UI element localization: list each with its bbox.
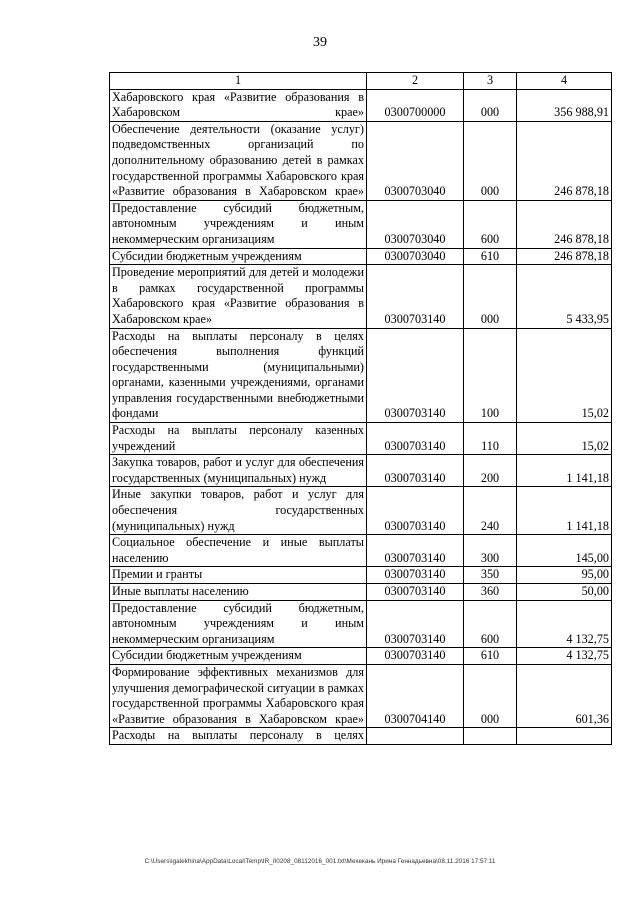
row-name: Закупка товаров, работ и услуг для обеспечения государственных (муниципальных) нужд: [110, 455, 367, 487]
table-row: [110, 648, 612, 665]
table-row: [110, 664, 612, 727]
row-amount: 246 878,18: [517, 121, 612, 200]
row-amount: 1 141,18: [517, 455, 612, 487]
header-col-3: 3: [464, 73, 517, 90]
table-row: [110, 328, 612, 423]
row-type: 300: [464, 535, 517, 567]
row-type: 110: [464, 423, 517, 455]
table-row: [110, 600, 612, 648]
file-path-footer: C:\Users\igalekhina\AppData\Local\Temp\IR_00208_08112016_001.txt\Мехекань Ирина Геннадьевна\08.11.2016 17:57:11: [144, 858, 496, 865]
row-amount: 15,02: [517, 423, 612, 455]
budget-table: [109, 72, 612, 745]
row-name: Иные выплаты населению: [110, 584, 367, 601]
row-code: 0300703140: [367, 487, 464, 535]
row-code: 0300703140: [367, 265, 464, 328]
row-type: [464, 728, 517, 745]
row-type: 610: [464, 248, 517, 265]
row-name: Расходы на выплаты персоналу казенных учреждений: [110, 423, 367, 455]
row-type: 100: [464, 328, 517, 423]
table-row: [110, 487, 612, 535]
table-row: [110, 423, 612, 455]
row-type: 240: [464, 487, 517, 535]
table-row: [110, 248, 612, 265]
row-code: 0300703140: [367, 423, 464, 455]
row-name: Субсидии бюджетным учреждениям: [110, 248, 367, 265]
row-amount: 356 988,91: [517, 89, 612, 121]
row-code: 0300703140: [367, 567, 464, 584]
table-row: [110, 455, 612, 487]
table-row: [110, 584, 612, 601]
row-amount: 246 878,18: [517, 248, 612, 265]
row-code: 0300703040: [367, 200, 464, 248]
row-amount: 1 141,18: [517, 487, 612, 535]
row-type: 000: [464, 664, 517, 727]
row-code: 0300704140: [367, 664, 464, 727]
row-type: 600: [464, 200, 517, 248]
row-amount: 50,00: [517, 584, 612, 601]
row-name: Хабаровского края «Развитие образования в Хабаровском крае»: [110, 89, 367, 121]
row-type: 360: [464, 584, 517, 601]
row-type: 350: [464, 567, 517, 584]
row-amount: 5 433,95: [517, 265, 612, 328]
table-row: [110, 567, 612, 584]
row-name: Субсидии бюджетным учреждениям: [110, 648, 367, 665]
row-code: [367, 728, 464, 745]
row-name: Расходы на выплаты персоналу в целях: [110, 728, 367, 745]
row-code: 0300700000: [367, 89, 464, 121]
table-row: [110, 728, 612, 745]
header-col-2: 2: [367, 73, 464, 90]
row-amount: 601,36: [517, 664, 612, 727]
row-amount: 95,00: [517, 567, 612, 584]
row-name: Социальное обеспечение и иные выплаты населению: [110, 535, 367, 567]
row-amount: 4 132,75: [517, 648, 612, 665]
row-amount: 145,00: [517, 535, 612, 567]
table-row: [110, 200, 612, 248]
row-name: Предоставление субсидий бюджетным, автономным учреждениям и иным некоммерческим организациям: [110, 200, 367, 248]
row-name: Расходы на выплаты персоналу в целях обеспечения выполнения функций государственными (муниципальными) органами, казенными учреждениями, органами управления государственными внебюджетными фондами: [110, 328, 367, 423]
table-row: [110, 535, 612, 567]
row-code: 0300703140: [367, 455, 464, 487]
row-amount: 4 132,75: [517, 600, 612, 648]
table-row: [110, 89, 612, 121]
row-code: 0300703140: [367, 648, 464, 665]
row-name: Премии и гранты: [110, 567, 367, 584]
row-type: 000: [464, 265, 517, 328]
header-row: [110, 73, 612, 90]
row-code: 0300703040: [367, 248, 464, 265]
row-type: 200: [464, 455, 517, 487]
header-col-4: 4: [517, 73, 612, 90]
row-name: Иные закупки товаров, работ и услуг для обеспечения государственных (муниципальных) нужд: [110, 487, 367, 535]
row-code: 0300703140: [367, 600, 464, 648]
row-code: 0300703040: [367, 121, 464, 200]
row-code: 0300703140: [367, 535, 464, 567]
row-type: 600: [464, 600, 517, 648]
row-name: Формирование эффективных механизмов для улучшения демографической ситуации в рамках государственной программы Хабаровского края «Развитие образования в Хабаровском крае»: [110, 664, 367, 727]
table-row: [110, 121, 612, 200]
row-type: 610: [464, 648, 517, 665]
row-amount: 246 878,18: [517, 200, 612, 248]
page-number: 39: [313, 35, 327, 50]
table-row: [110, 265, 612, 328]
row-type: 000: [464, 89, 517, 121]
row-amount: 15,02: [517, 328, 612, 423]
row-code: 0300703140: [367, 328, 464, 423]
row-name: Проведение мероприятий для детей и молодежи в рамках государственной программы Хабаровского края «Развитие образования в Хабаровском крае»: [110, 265, 367, 328]
row-amount: [517, 728, 612, 745]
row-name: Обеспечение деятельности (оказание услуг) подведомственных организаций по дополнительному образованию детей в рамках государственной программы Хабаровского края «Развитие образования в Хабаровском крае»: [110, 121, 367, 200]
header-col-1: 1: [110, 73, 367, 90]
row-code: 0300703140: [367, 584, 464, 601]
row-type: 000: [464, 121, 517, 200]
row-name: Предоставление субсидий бюджетным, автономным учреждениям и иным некоммерческим организациям: [110, 600, 367, 648]
